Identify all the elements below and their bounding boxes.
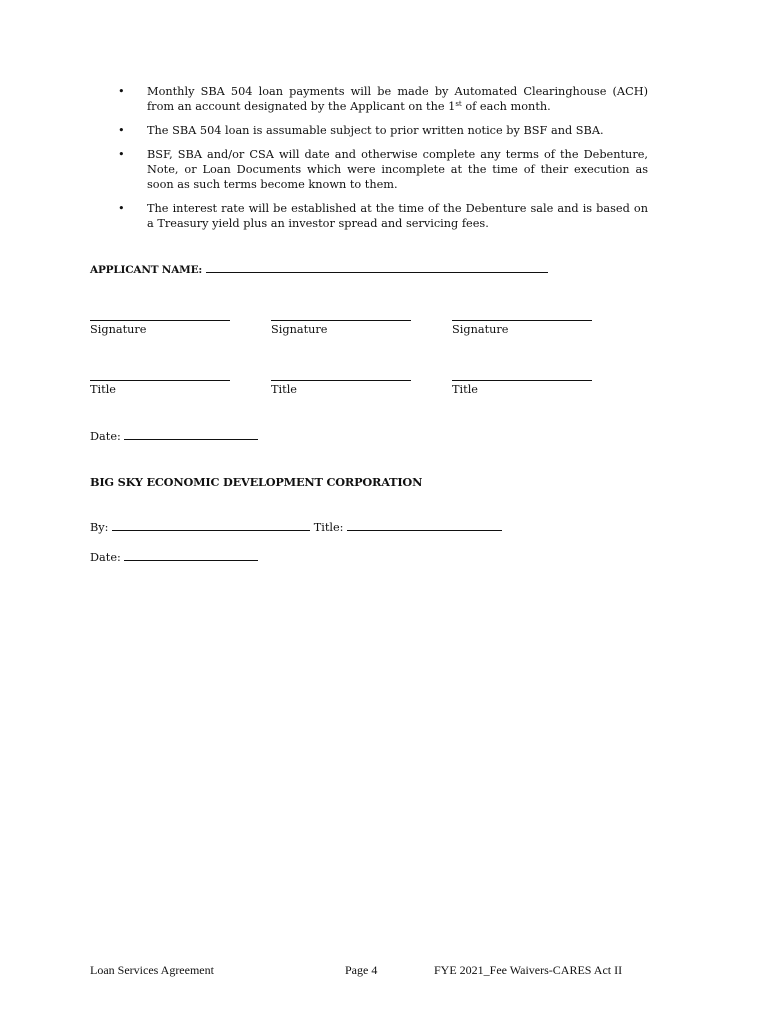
list-item-text: BSF, SBA and/or CSA will date and otherwise complete any terms of the Debenture, Note, or Loan Documents which were incomplete at the time of their execution as soon as such terms become known to them. [147, 148, 648, 191]
bullet-icon: • [118, 124, 125, 137]
title-line-2[interactable] [271, 380, 411, 381]
signature-caption-2: Signature [271, 323, 328, 336]
applicant-date-field[interactable] [124, 429, 258, 440]
applicant-date-label: Date: [90, 430, 121, 443]
signature-line-1[interactable] [90, 320, 230, 321]
signature-line-2[interactable] [271, 320, 411, 321]
ordinal-suffix: st [455, 100, 462, 108]
bullet-icon: • [118, 148, 125, 161]
applicant-name-field[interactable] [206, 262, 548, 273]
signature-caption-3: Signature [452, 323, 509, 336]
bullet-icon: • [118, 202, 125, 215]
corporation-signer-row [90, 520, 502, 534]
applicant-date-row [90, 429, 258, 443]
title-caption-1: Title [90, 383, 116, 396]
corporation-title-field[interactable] [347, 520, 502, 531]
bullet-icon: • [118, 85, 125, 98]
corporation-title-label: Title: [313, 521, 344, 534]
terms-list [118, 84, 648, 240]
title-caption-2: Title [271, 383, 297, 396]
title-line-1[interactable] [90, 380, 230, 381]
signature-caption-1: Signature [90, 323, 147, 336]
applicant-name-row [90, 262, 548, 276]
footer-left: Loan Services Agreement [90, 963, 214, 977]
footer-page-number: Page 4 [345, 963, 378, 977]
footer-right: FYE 2021_Fee Waivers-CARES Act II [434, 963, 623, 977]
signature-line-3[interactable] [452, 320, 592, 321]
corporation-date-field[interactable] [124, 550, 258, 561]
list-item [118, 123, 648, 138]
applicant-name-label: APPLICANT NAME: [90, 264, 203, 276]
list-item [118, 147, 648, 192]
title-caption-3: Title [452, 383, 478, 396]
corporation-date-row [90, 550, 258, 564]
list-item [118, 84, 648, 114]
list-item [118, 201, 648, 231]
list-item-text: Monthly SBA 504 loan payments will be made by Automated Clearinghouse (ACH) from an account designated by the Applicant on the 1 [147, 85, 648, 113]
list-item-text: The interest rate will be established at the time of the Debenture sale and is based on a Treasury yield plus an investor spread and servicing fees. [147, 202, 648, 230]
by-label: By: [90, 521, 109, 534]
by-field[interactable] [112, 520, 310, 531]
corporation-date-label: Date: [90, 551, 121, 564]
corporation-heading: BIG SKY ECONOMIC DEVELOPMENT CORPORATION [90, 475, 423, 489]
list-item-text-end: of each month. [461, 100, 551, 113]
title-line-3[interactable] [452, 380, 592, 381]
list-item-text: The SBA 504 loan is assumable subject to prior written notice by BSF and SBA. [147, 124, 604, 137]
